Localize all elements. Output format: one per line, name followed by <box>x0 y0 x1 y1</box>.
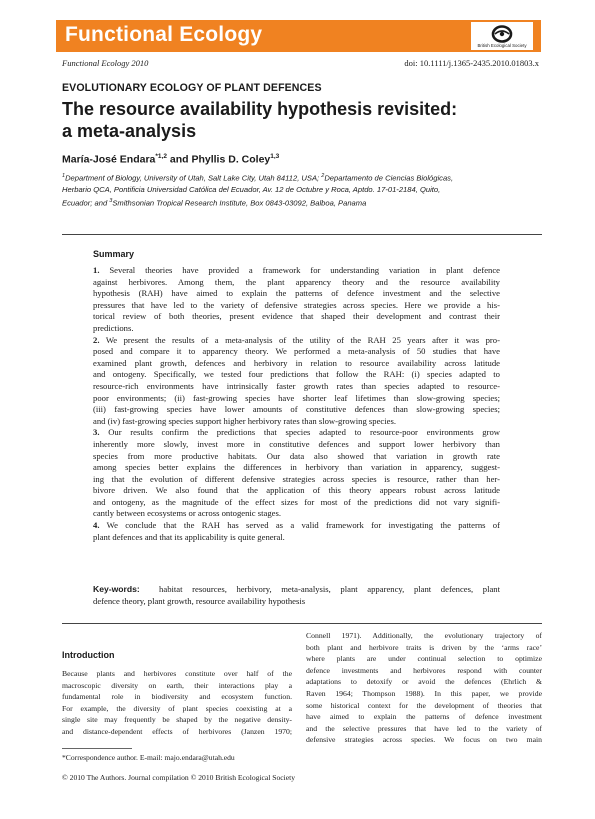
summary-line: (iii) fast-growing species have lower amounts of constitutive defences than slow-growing species; <box>93 404 500 415</box>
summary-line: resource-rich environments have intrinsically faster growth rates than species adapted to resource- <box>93 380 500 391</box>
author-conjunction: and <box>166 153 192 166</box>
keywords-text: habitat resources, herbivory, meta-analysis, plant apparency, plant defences, plant <box>159 584 500 594</box>
summary-line: cantly between ecosystems or across ontogenic stages. <box>93 508 282 519</box>
body-line: Connell 1971). Additionally, the evolutionary trajectory of <box>306 631 542 640</box>
correspondence-footnote: *Correspondence author. E-mail: majo.endara@utah.edu <box>62 753 235 762</box>
summary-line: predictions. <box>93 322 134 333</box>
body-line: where plants are under continual selection to optimize <box>306 654 542 664</box>
affiliation-line <box>62 196 542 209</box>
body-line: defensive strategies across species. We focus on two main <box>306 735 542 745</box>
summary-line: hypothesis (RAH) have aimed to explain the patterns of defence investment and the selective <box>93 288 500 299</box>
body-line: fundamental role in biodiversity and ecosystem function. <box>62 692 292 702</box>
body-line: have aimed to explain the patterns of defence investment <box>306 712 542 722</box>
affiliation-text: Herbario QCA, Pontificia Universidad Católica del Ecuador, Av. 12 de Octubre y Roca, Aptdo. 17-01-2184, Quito, <box>62 185 441 195</box>
summary-line-text: Our results confirm the predictions that species adapted to resource-poor environments grow <box>108 427 501 438</box>
summary-line: and ontogeny. Specifically, we tested four predictions that follow the RAH: (i) species adapted to <box>93 369 500 380</box>
summary-line: inherently more slowly, invest more in constitutive defences and support lower herbivory than <box>93 438 500 449</box>
article-title <box>62 98 542 142</box>
keywords-line: defence theory, plant growth, resource availability hypothesis <box>93 595 306 606</box>
body-line: adaptations to detoxify or avoid the defences (Ehrlich & <box>306 677 542 687</box>
body-line: Because plants and herbivores constitute over half of the <box>62 669 292 678</box>
affiliations <box>62 171 542 209</box>
summary-line: ing that the evolution of different defensive strategies across species is resource, rather than her- <box>93 473 500 484</box>
summary-line: torical review of both theories, present evidence that shaped their development and contrast their <box>93 311 500 322</box>
summary-line: plant defences and that its applicability is quite general. <box>93 531 285 542</box>
author-affiliation-marker: *1,2 <box>155 153 167 160</box>
body-column-left <box>62 668 292 738</box>
affiliation-text: Smithsonian Tropical Research Institute, Box 0843-03092, Balboa, Panama <box>112 198 367 208</box>
journal-header-bar <box>56 20 541 52</box>
divider <box>62 623 542 624</box>
keywords <box>93 584 500 607</box>
body-line: and distance-dependent effects of herbivores (Janzen 1970; <box>62 726 292 736</box>
keywords-line <box>93 584 500 596</box>
body-column-right <box>306 630 542 746</box>
summary-line: among species better explains the differences in herbivory than variation in apparency, suggest- <box>93 462 500 473</box>
summary-line-text: Several theories have provided a framework for understanding variation in plant defence <box>109 265 500 275</box>
author-name: Phyllis D. Coley <box>191 153 271 166</box>
footnote-divider <box>62 748 132 749</box>
summary-line: bivore driven. We also found that the application of this theory appears robust across latitude <box>93 485 500 496</box>
affiliation-text: Ecuador; and <box>62 198 110 208</box>
copyright-notice: © 2010 The Authors. Journal compilation © 2010 British Ecological Society <box>62 773 296 782</box>
summary-line-text: We conclude that the RAH has served as a valid framework for investigating the patterns of <box>106 520 500 531</box>
body-line: some historical context for the development of theories that <box>306 700 542 710</box>
journal-name: Functional Ecology <box>65 23 263 46</box>
keywords-label: Key-words: <box>93 584 140 594</box>
author-affiliation-marker: 1,3 <box>270 153 280 160</box>
author-list <box>62 153 279 166</box>
body-line: macroscopic diversity on earth, their interactions play a <box>62 680 292 690</box>
publisher-logo <box>471 22 533 50</box>
section-label: EVOLUTIONARY ECOLOGY OF PLANT DEFENCES <box>62 82 322 94</box>
summary-line: 4. We conclude that the RAH has served as a valid framework for investigating the patterns of <box>93 520 500 531</box>
summary-line: species from more productive habitats. Our data also showed that variation in growth rate <box>93 450 500 461</box>
body-line: and the selective pressures that have led to the variety of <box>306 723 542 733</box>
summary-line: and (iv) fast-growing species support higher herbivory rates than slow-growing species. <box>93 415 396 426</box>
summary-line: posed and compare it to apparency theory. We performed a meta-analysis of 50 studies that have <box>93 346 500 357</box>
summary-line: and ontogeny, as the magnitude of the effect sizes for most of the predictions did not vary signifi- <box>93 496 500 507</box>
body-line: For example, the diversity of plant species coexisting at a <box>62 703 292 713</box>
summary-line: examined plant growth, defences and herbivory in relation to resource availability across latitude <box>93 357 500 368</box>
affiliation-text: Department of Biology, University of Utah, Salt Lake City, Utah 84112, USA; <box>65 173 322 183</box>
affiliation-text: Departamento de Ciencias Biológicas, <box>324 173 454 183</box>
summary-line: 2. We present the results of a meta-analysis of the utility of the RAH 25 years after it was pro- <box>93 334 500 345</box>
affiliation-marker: 1 <box>62 173 66 179</box>
summary-body <box>93 265 500 543</box>
summary-heading: Summary <box>93 249 135 259</box>
author-name: María-José Endara <box>62 153 156 166</box>
summary-line: 1. Several theories have provided a framework for understanding variation in plant defence <box>93 265 500 275</box>
affiliation-line <box>62 184 542 196</box>
affiliation-line <box>62 171 542 184</box>
running-head-doi: doi: 10.1111/j.1365-2435.2010.01803.x <box>404 58 539 68</box>
summary-line: poor environments; (ii) fast-growing species have shorter leaf lifetimes than slow-growing species; <box>93 392 500 403</box>
title-line: a meta-analysis <box>62 121 197 141</box>
bes-logo-icon <box>471 22 533 50</box>
body-line: both plant and herbivore traits is driven by the ‘arms race’ <box>306 642 542 652</box>
title-line: The resource availability hypothesis revisited: <box>62 99 458 119</box>
body-line: single site may frequently be shaped by the negative density- <box>62 715 292 725</box>
summary-line: against herbivores. Among them, the plant apparency theory and the resource availability <box>93 276 500 287</box>
divider <box>62 234 542 235</box>
affiliation-marker: 2 <box>321 173 325 179</box>
summary-line-text: We present the results of a meta-analysis of the utility of the RAH 25 years after it was pro- <box>105 334 500 345</box>
running-head-left: Functional Ecology 2010 <box>62 58 149 68</box>
introduction-heading: Introduction <box>62 650 115 660</box>
body-line: Raven 1964; Thompson 1988). In this paper, we provide <box>306 688 542 698</box>
summary-line: 3. Our results confirm the predictions that species adapted to resource-poor environments grow <box>93 427 501 438</box>
summary-line: pressures that have led to the variety of defensive strategies across species. Here we provide a his- <box>93 299 500 310</box>
affiliation-marker: 3 <box>109 197 113 204</box>
body-line: defence investments and herbivores respond with counter <box>306 665 542 675</box>
logo-text: British Ecological Society <box>477 43 527 48</box>
